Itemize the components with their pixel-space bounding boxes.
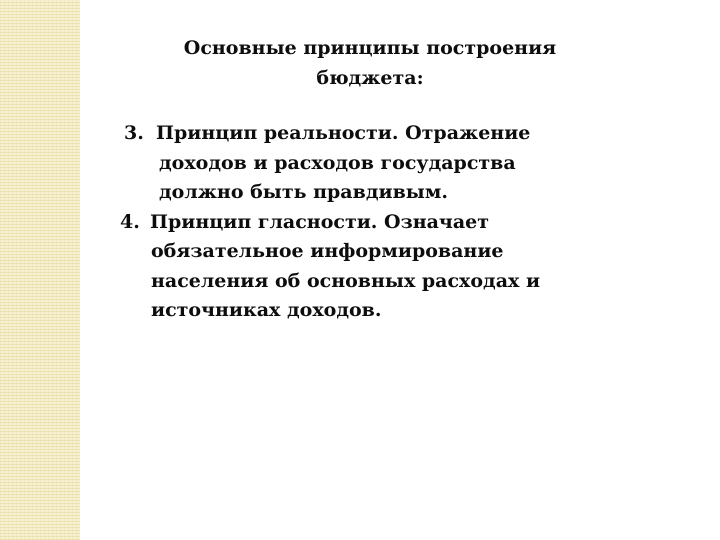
decorative-side-strip <box>0 0 80 540</box>
slide-title-line-1: Основные принципы построения <box>183 37 557 59</box>
list-item-text-line: источниках доходов. <box>151 299 382 321</box>
principles-list <box>116 119 586 326</box>
list-item-number: 3. <box>124 122 144 144</box>
list-item-principle-4 <box>116 208 586 326</box>
slide-title-line-2: бюджета: <box>316 67 424 89</box>
list-item-text-line: обязательное информирование <box>151 240 504 262</box>
slide-title <box>140 33 600 93</box>
list-item-number: 4. <box>120 210 140 233</box>
list-item-text-line: Принцип реальности. Отражение <box>156 122 531 144</box>
list-item-principle-3 <box>116 119 586 208</box>
list-item-text-line: должно быть правдивым. <box>159 181 448 203</box>
list-item-text-line: населения об основных расходах и <box>151 269 541 292</box>
list-item-text-line: Принцип гласности. Означает <box>150 210 490 233</box>
list-item-text-line: доходов и расходов государства <box>159 151 516 174</box>
